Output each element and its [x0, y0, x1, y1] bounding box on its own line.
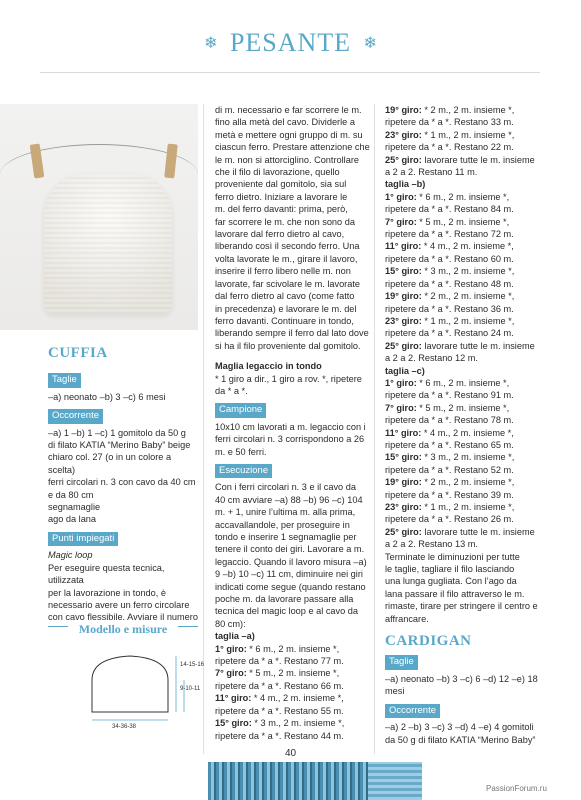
- column-2: [215, 104, 371, 742]
- body-line: le m. non si attorciglino. Controllare: [215, 154, 360, 165]
- instruction-line: legaccio. Quando il lavoro misura –a): [215, 556, 367, 567]
- body-line: lavorate, far scivolare le m. lavorate: [215, 278, 361, 289]
- dim-side: 9-10-11: [180, 686, 201, 692]
- text-span: 7° giro:: [215, 668, 247, 679]
- section-title-cuffia: CUFFIA: [48, 345, 108, 361]
- text-span: 23° giro:: [385, 129, 422, 140]
- round-line: ripetere da * a *. Restano 91 m.: [385, 390, 514, 401]
- body-line: volta lavorate le m., girare il lavoro,: [215, 253, 358, 264]
- body-line: m. del ferro davanti: prima, però,: [215, 204, 348, 215]
- text-span: * 6 m., 2 m. insieme *,: [246, 643, 340, 654]
- round-line: [385, 340, 545, 352]
- text-span: 11° giro:: [215, 693, 252, 704]
- instruction-line: tenere il conto dei giri. Lavorare a m.: [215, 544, 365, 555]
- materials-line: segnamaglie: [48, 502, 101, 513]
- text-span: * 4 m., 2 m. insieme *,: [421, 241, 514, 252]
- column-3: [385, 104, 545, 746]
- text-span: 19° giro:: [385, 291, 422, 302]
- round-line: ripetere da * a *. Restano 33 m.: [385, 117, 514, 128]
- round-line: [385, 104, 545, 116]
- text-span: 11° giro:: [385, 241, 422, 252]
- round-line: ripetere da * a *. Restano 60 m.: [385, 253, 514, 264]
- text-span: 25° giro:: [385, 526, 422, 537]
- materials-line: –a) 2 –b) 3 –c) 3 –d) 4 –e) 4 gomitoli: [385, 722, 534, 733]
- round-line: [385, 501, 545, 513]
- instruction-line: m. + 1, unire l’ultima m. alla prima,: [215, 507, 356, 518]
- body-line: inserire il ferro libero nelle m. non: [215, 266, 351, 277]
- magic-loop-line: necessario avere un ferro circolare: [48, 599, 190, 610]
- text-span: * 1 m., 2 m. insieme *,: [421, 502, 515, 512]
- round-line: [385, 265, 545, 277]
- finish-line: le taglie, tagliare il filo lasciando: [385, 564, 515, 575]
- tag-esecuzione: Esecuzione: [215, 464, 272, 478]
- size-a-title: taglia –a): [215, 631, 255, 642]
- round-line: ripetere da * a *. Restano 26 m.: [385, 514, 514, 525]
- sizes-text: –a) neonato –b) 3 –c) 6 mesi: [48, 391, 166, 402]
- tag-occorrente: Occorrente: [48, 409, 103, 423]
- body-line: far scorrere le m. che non sono da: [215, 216, 355, 227]
- round-line: a 2 a 2. Restano 12 m.: [385, 353, 478, 364]
- instruction-line: tondo e inserire 1 segnamaglie per: [215, 532, 357, 542]
- text-span: * 1 m., 2 m. insieme *,: [421, 315, 515, 326]
- text-span: 15° giro:: [385, 452, 422, 463]
- text-span: 15° giro:: [385, 266, 422, 277]
- round-line: [385, 315, 545, 327]
- finish-line: una lunga gugliata. Con l’ago da: [385, 576, 517, 587]
- body-line: ferro dietro. Iniziare a lavorare le: [215, 191, 348, 202]
- column-1: [48, 347, 198, 624]
- round-line: ripetere da * a *. Restano 44 m.: [215, 730, 344, 741]
- round-line: ripetere da * a *. Restano 72 m.: [385, 229, 514, 240]
- gauge-line: 10x10 cm lavorati a m. legaccio con i: [215, 421, 366, 432]
- text-span: * 6 m., 2 m. insieme *,: [416, 191, 510, 202]
- text-span: * 2 m., 2 m. insieme *,: [421, 105, 515, 115]
- heading-rule: [178, 626, 198, 627]
- round-line: [385, 154, 545, 166]
- text-span: 7° giro:: [385, 402, 417, 413]
- text-span: * 5 m., 2 m. insieme *,: [416, 402, 510, 413]
- tag-taglie: Taglie: [385, 655, 418, 669]
- body-line: fino alla metà del cavo. Dividerle a: [215, 117, 355, 128]
- text-span: 1° giro:: [385, 191, 417, 202]
- round-line: ripetere da * a *. Restano 36 m.: [385, 303, 514, 314]
- round-line: [385, 402, 545, 414]
- instruction-line: 9 –b) 10 –c) 11 cm, diminuire nei giri: [215, 569, 363, 580]
- finish-line: rimaste, tirare per stringere il centro e: [385, 601, 538, 612]
- materials-line: –a) 1 –b) 1 –c) 1 gomitolo da 50 g: [48, 427, 186, 438]
- round-line: [215, 643, 371, 655]
- materials-line: da 50 g di filato KATIA “Merino Baby”: [385, 734, 536, 745]
- text-span: 7° giro:: [385, 216, 417, 227]
- round-line: ripetere da * a *. Restano 52 m.: [385, 464, 514, 475]
- instruction-line: tecnica del magic loop e al cavo da: [215, 606, 359, 617]
- round-line: ripetere da * a *. Restano 65 m.: [385, 439, 514, 450]
- yarn-texture-band: [368, 762, 422, 800]
- page-number: 40: [284, 748, 297, 759]
- instruction-line: 40 cm avviare –a) 88 –b) 96 –c) 104: [215, 494, 363, 505]
- materials-line: e da 80 cm: [48, 489, 94, 500]
- text-span: * 2 m., 2 m. insieme *,: [421, 291, 515, 302]
- text-span: 15° giro:: [215, 718, 252, 729]
- text-span: * 5 m., 2 m. insieme *,: [246, 668, 340, 679]
- round-line: [385, 427, 545, 439]
- model-heading: [48, 620, 198, 638]
- text-span: lavorare tutte le m. insieme: [421, 340, 535, 351]
- round-line: ripetere da * a *. Restano 22 m.: [385, 142, 514, 153]
- body-line: che il filo di lavorazione, quello: [215, 167, 340, 178]
- dim-width: 34-36-38: [112, 724, 137, 730]
- body-line: ciascun ferro. Prestare attenzione che: [215, 142, 370, 153]
- round-line: ripetere da * a *. Restano 24 m.: [385, 328, 514, 339]
- text-span: 1° giro:: [215, 643, 247, 654]
- finish-line: Terminate le diminuzioni per tutte: [385, 551, 520, 562]
- stitch-title: Maglia legaccio in tondo: [215, 361, 322, 372]
- round-line: ripetere da * a *. Restano 77 m.: [215, 656, 344, 667]
- instruction-line: indicati come segue (quando restano: [215, 581, 366, 592]
- magic-loop-title: Magic loop: [48, 550, 93, 561]
- text-span: 19° giro:: [385, 477, 422, 488]
- text-span: lavorare tutte le m. insieme: [421, 526, 535, 537]
- body-line: ferro davanti. Continuare in tondo,: [215, 315, 354, 326]
- round-line: [385, 451, 545, 463]
- sizes-line: mesi: [385, 686, 405, 697]
- text-span: lavorare tutte le m. insieme: [421, 154, 535, 165]
- stitch-line: da * a *.: [215, 385, 248, 396]
- size-b-title: taglia –b): [385, 179, 426, 190]
- round-line: [215, 692, 371, 704]
- text-span: * 5 m., 2 m. insieme *,: [416, 216, 510, 227]
- text-span: 23° giro:: [385, 502, 422, 512]
- body-line: si ha il filo proveniente dal gomitolo.: [215, 340, 361, 351]
- round-line: ripetere da * a *. Restano 66 m.: [215, 680, 344, 691]
- product-photo: [0, 104, 198, 330]
- magic-loop-line: per la lavorazione in tondo, è: [48, 587, 166, 598]
- text-span: 1° giro:: [385, 377, 417, 388]
- yarn-texture-band: [208, 762, 368, 800]
- instruction-line: 80 cm):: [215, 618, 246, 629]
- text-span: * 4 m., 2 m. insieme *,: [251, 693, 344, 704]
- round-line: ripetere da * a *. Restano 48 m.: [385, 278, 514, 289]
- text-span: * 3 m., 2 m. insieme *,: [421, 452, 515, 463]
- body-line: liberando così il secondo ferro. Una: [215, 241, 360, 252]
- size-c-title: taglia –c): [385, 365, 425, 376]
- instruction-line: poche m. da lavorare passare alla: [215, 594, 354, 605]
- tag-occorrente: Occorrente: [385, 704, 440, 718]
- tag-punti-impiegati: Punti impiegati: [48, 532, 118, 546]
- body-line: lavorare dal ferro dietro al cavo,: [215, 229, 345, 240]
- finish-line: affrancare.: [385, 613, 429, 624]
- heading-rule: [48, 626, 68, 627]
- magic-loop-line: Per eseguire questa tecnica, utilizzata: [48, 562, 165, 586]
- text-span: * 2 m., 2 m. insieme *,: [421, 477, 515, 488]
- instruction-line: Con i ferri circolari n. 3 e il cavo da: [215, 482, 356, 493]
- round-line: [385, 290, 545, 302]
- round-line: [385, 526, 545, 538]
- text-span: 19° giro:: [385, 105, 422, 115]
- materials-line: chiaro col. 27 (o in un colore a scelta): [48, 452, 172, 475]
- round-line: a 2 a 2. Restano 13 m.: [385, 539, 478, 550]
- text-span: * 6 m., 2 m. insieme *,: [416, 377, 510, 388]
- body-line: liberando sempre il ferro dal lato dove: [215, 328, 369, 339]
- round-line: ripetere da * a *. Restano 55 m.: [215, 705, 344, 716]
- text-span: * 4 m., 2 m. insieme *,: [421, 427, 514, 438]
- tag-taglie: Taglie: [48, 373, 81, 387]
- text-span: 25° giro:: [385, 340, 422, 351]
- sizes-line: –a) neonato –b) 3 –c) 6 –d) 12 –e) 18: [385, 673, 538, 684]
- body-line: metà e mettere ogni gruppo di m. su: [215, 129, 363, 140]
- materials-line: ago da lana: [48, 514, 97, 525]
- model-heading-text: Modello e misure: [78, 622, 168, 636]
- materials-line: di filato KATIA “Merino Baby” beige: [48, 440, 191, 451]
- round-line: a 2 a 2. Restano 11 m.: [385, 167, 478, 178]
- snowflake-icon: ❄: [363, 35, 377, 52]
- gauge-line: ferri circolari n. 3 corrispondono a 26: [215, 434, 365, 445]
- text-span: 23° giro:: [385, 315, 422, 326]
- round-line: [215, 717, 371, 729]
- round-line: ripetere da * a *. Restano 84 m.: [385, 204, 514, 215]
- round-line: [385, 129, 545, 141]
- text-span: * 1 m., 2 m. insieme *,: [421, 129, 515, 140]
- gauge-line: m. e 50 ferri.: [215, 446, 267, 457]
- round-line: [385, 476, 545, 488]
- watermark: PassionForum.ru: [486, 784, 547, 793]
- section-title-cardigan: CARDIGAN: [385, 633, 472, 650]
- finish-line: lana passare il filo attraverso le m.: [385, 588, 525, 599]
- hat-schematic: [80, 650, 220, 730]
- round-line: [215, 667, 371, 679]
- materials-line: ferri circolari n. 3 con cavo da 40 cm: [48, 477, 196, 488]
- body-line: in precedenza) e lavorare le m. del: [215, 303, 357, 314]
- text-span: * 3 m., 2 m. insieme *,: [421, 266, 515, 277]
- column-divider: [374, 104, 375, 754]
- body-line: di m. necessario e far scorrere le m.: [215, 105, 362, 115]
- instruction-line: accavallandole, per proseguire in: [215, 519, 350, 530]
- magic-loop-line: con cavo flessibile. Avviare il numero: [48, 612, 198, 623]
- text-span: 25° giro:: [385, 154, 422, 165]
- page-header: [0, 28, 581, 58]
- round-line: [385, 216, 545, 228]
- knitted-hat-image: [44, 174, 172, 314]
- snowflake-icon: ❄: [204, 35, 218, 52]
- text-span: 11° giro:: [385, 427, 422, 438]
- round-line: [385, 191, 545, 203]
- dim-height: 14-15-16: [180, 662, 205, 668]
- round-line: [385, 240, 545, 252]
- text-span: * 3 m., 2 m. insieme *,: [251, 718, 345, 729]
- stitch-line: * 1 giro a dir., 1 giro a rov. *, ripetere: [215, 373, 362, 384]
- round-line: ripetere da * a *. Restano 39 m.: [385, 489, 514, 500]
- page-title: PESANTE: [229, 28, 352, 57]
- body-line: proveniente dal gomitolo, sia sul: [215, 179, 347, 190]
- header-divider: [40, 72, 540, 73]
- body-line: dal ferro dietro al cavo (come fatto: [215, 291, 355, 302]
- tag-campione: Campione: [215, 403, 266, 417]
- round-line: ripetere da * a *. Restano 78 m.: [385, 415, 514, 426]
- round-line: [385, 377, 545, 389]
